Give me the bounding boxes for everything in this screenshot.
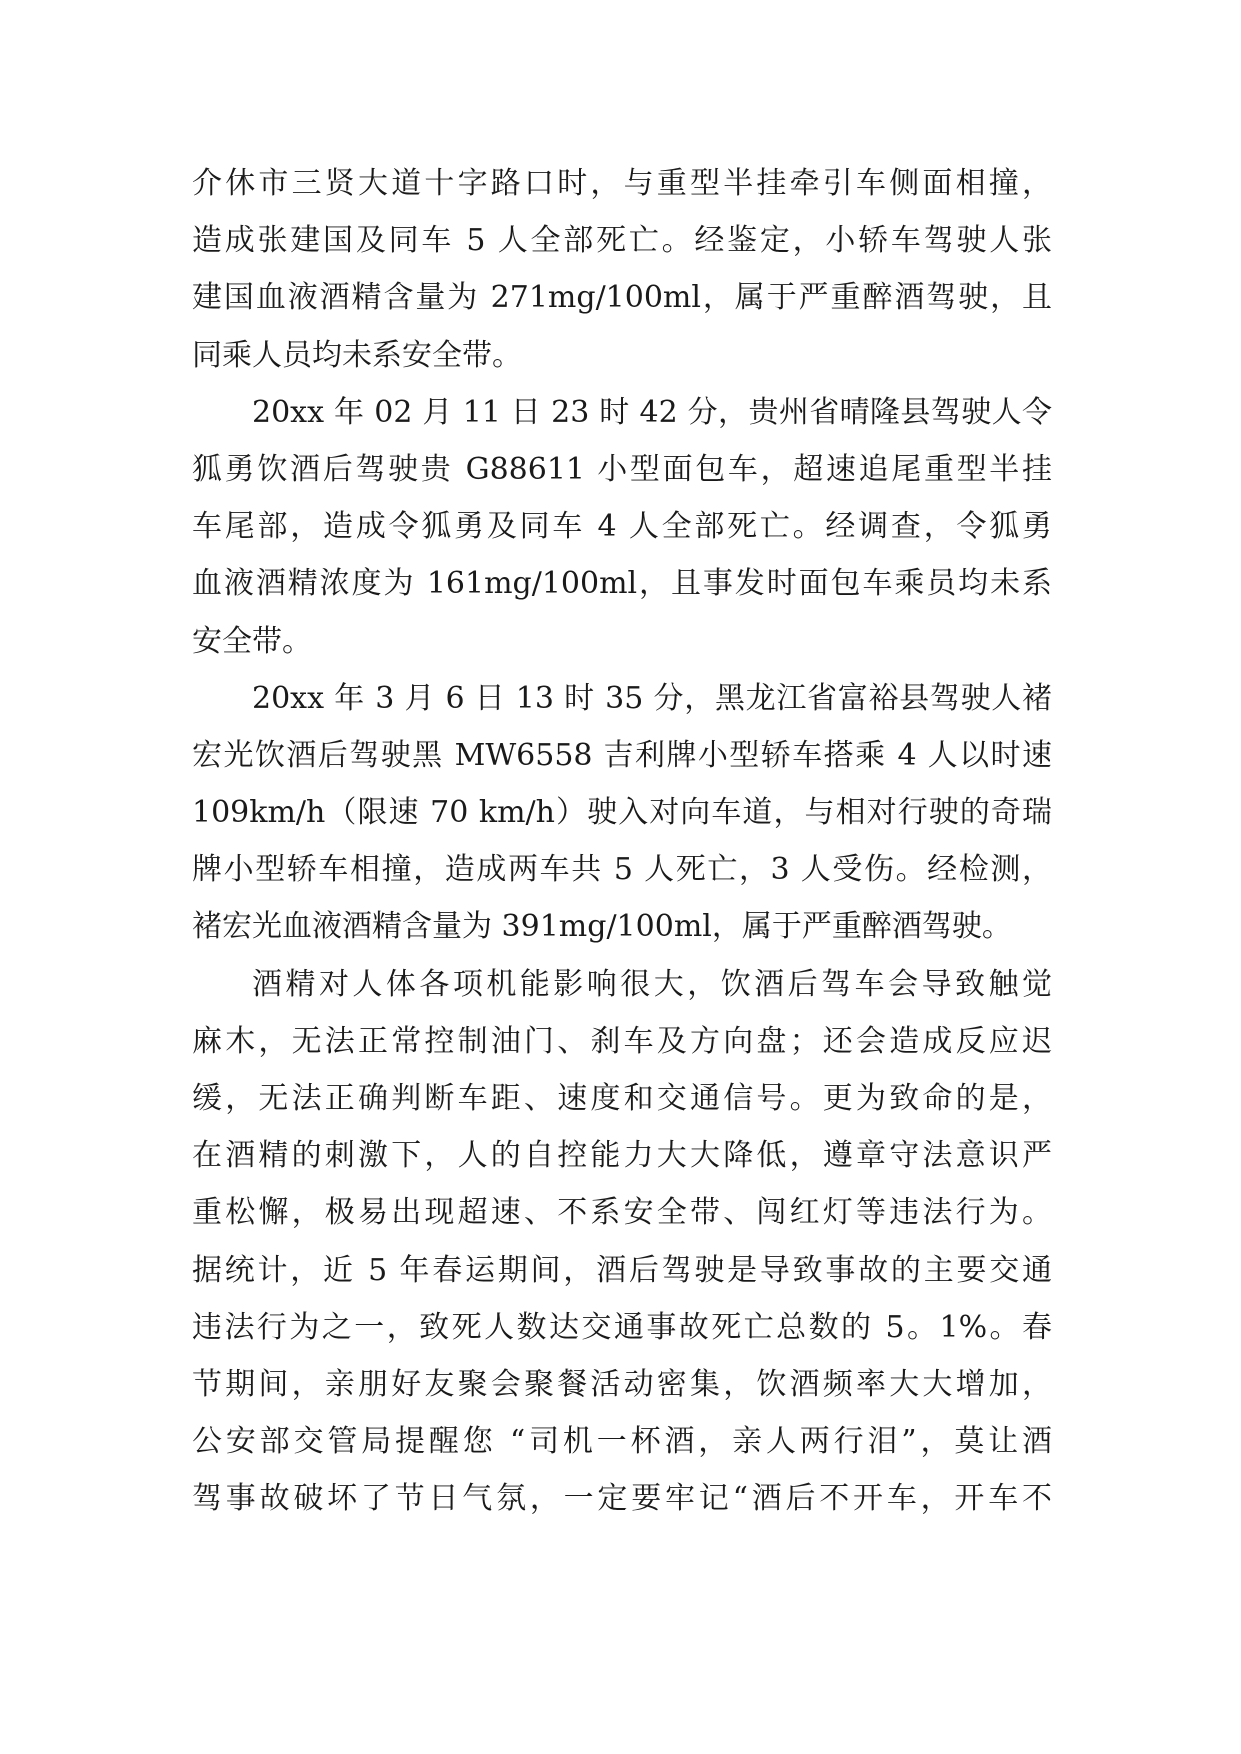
- text-line: 车尾部，造成令狐勇及同车 4 人全部死亡。经调查，令狐勇: [192, 509, 1052, 545]
- text-line: 麻木，无法正常控制油门、刹车及方向盘；还会造成反应迟: [192, 1023, 1052, 1059]
- text-line: 宏光饮酒后驾驶黑 MW6558 吉利牌小型轿车搭乘 4 人以时速: [192, 737, 1052, 773]
- text-line: 公安部交管局提醒您 “司机一杯酒，亲人两行泪”，莫让酒: [192, 1424, 1052, 1460]
- text-line: 安全带。: [192, 623, 312, 659]
- text-line: 20xx 年 3 月 6 日 13 时 35 分，黑龙江省富裕县驾驶人褚: [252, 680, 1052, 716]
- text-line: 重松懈，极易出现超速、不系安全带、闯红灯等违法行为。: [192, 1195, 1052, 1231]
- text-line: 牌小型轿车相撞，造成两车共 5 人死亡，3 人受伤。经检测，: [192, 852, 1052, 888]
- text-line: 狐勇饮酒后驾驶贵 G88611 小型面包车，超速追尾重型半挂: [192, 451, 1052, 487]
- text-line: 节期间，亲朋好友聚会聚餐活动密集，饮酒频率大大增加，: [192, 1366, 1052, 1402]
- text-line: 109km/h（限速 70 km/h）驶入对向车道，与相对行驶的奇瑞: [192, 795, 1052, 831]
- text-line: 据统计，近 5 年春运期间，酒后驾驶是导致事故的主要交通: [192, 1252, 1052, 1288]
- text-line: 酒精对人体各项机能影响很大，饮酒后驾车会导致触觉: [252, 966, 1052, 1002]
- text-line: 违法行为之一，致死人数达交通事故死亡总数的 5。1%。春: [192, 1309, 1052, 1345]
- text-line: 缓，无法正确判断车距、速度和交通信号。更为致命的是，: [192, 1081, 1052, 1116]
- text-line: 建国血液酒精含量为 271mg/100ml，属于严重醉酒驾驶，且: [192, 280, 1052, 316]
- document-body: [192, 155, 1052, 1528]
- text-line: 造成张建国及同车 5 人全部死亡。经鉴定，小轿车驾驶人张: [192, 223, 1052, 259]
- text-line: 在酒精的刺激下，人的自控能力大大降低，遵章守法意识严: [192, 1138, 1052, 1174]
- text-line: 20xx 年 02 月 11 日 23 时 42 分，贵州省晴隆县驾驶人令: [252, 394, 1052, 430]
- text-line: 血液酒精浓度为 161mg/100ml，且事发时面包车乘员均未系: [192, 566, 1052, 602]
- text-line: 驾事故破坏了节日气氛，一定要牢记“酒后不开车，开车不: [192, 1481, 1052, 1517]
- text-line: 褚宏光血液酒精含量为 391mg/100ml，属于严重醉酒驾驶。: [192, 909, 1012, 945]
- text-line: 同乘人员均未系安全带。: [192, 337, 522, 373]
- text-line: 介休市三贤大道十字路口时，与重型半挂牵引车侧面相撞，: [192, 166, 1052, 201]
